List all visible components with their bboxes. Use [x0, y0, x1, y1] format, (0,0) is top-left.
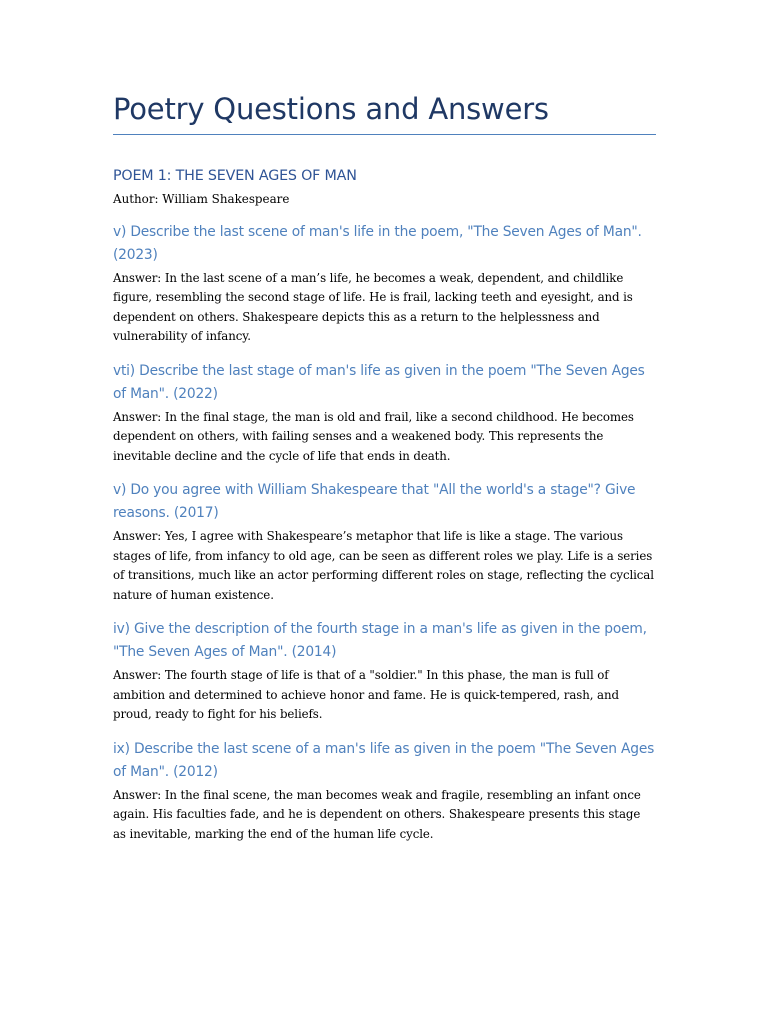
answer-paragraph: Answer: In the last scene of a man’s life, he becomes a weak, dependent, and childlike figure, resembling the second stage of life. He is frail, lacking teeth and eyesight, and is dependent on others. Shakespeare depicts this as a return to the helplessness and vulnerability of infancy.	[113, 270, 633, 344]
poem-heading: POEM 1: THE SEVEN AGES OF MAN	[113, 167, 357, 184]
qa-item	[113, 738, 656, 845]
question-heading: ix) Describe the last scene of a man's life as given in the poem "The Seven Ages of Man". (2012)	[113, 740, 655, 780]
qa-item	[113, 221, 656, 347]
answer-paragraph: Answer: In the final stage, the man is old and frail, like a second childhood. He becomes dependent on others, with failing senses and a weakened body. This represents the inevitable decline and the cycle of life that ends in death.	[113, 409, 634, 463]
qa-item	[113, 479, 656, 605]
question-heading: iv) Give the description of the fourth stage in a man's life as given in the poem, "The Seven Ages of Man". (2014)	[113, 621, 647, 661]
author-line: Author: William Shakespeare	[113, 191, 290, 206]
document-page	[113, 92, 656, 844]
question-heading: vti) Describe the last stage of man's life as given in the poem "The Seven Ages of Man". (2022)	[113, 362, 645, 402]
document-title: Poetry Questions and Answers	[113, 92, 656, 135]
question-heading: v) Describe the last scene of man's life in the poem, "The Seven Ages of Man". (2023)	[113, 223, 642, 263]
answer-paragraph: Answer: In the final scene, the man becomes weak and fragile, resembling an infant once again. His faculties fade, and he is dependent on others. Shakespeare presents this stage as inevitable, marking the end of the human life cycle.	[113, 787, 641, 841]
question-heading: v) Do you agree with William Shakespeare that "All the world's a stage"? Give reasons. (2017)	[113, 482, 636, 522]
qa-item	[113, 618, 656, 725]
answer-paragraph: Answer: The fourth stage of life is that of a "soldier." In this phase, the man is full of ambition and determined to achieve honor and fame. He is quick-tempered, rash, and proud, ready to fight for his beliefs.	[113, 668, 619, 722]
answer-paragraph: Answer: Yes, I agree with Shakespeare’s metaphor that life is like a stage. The various stages of life, from infancy to old age, can be seen as different roles we play. Life is a series of transitions, much like an actor performing different roles on stage, reflecting the cyclical nature of human existence.	[113, 529, 654, 602]
qa-item	[113, 360, 656, 467]
